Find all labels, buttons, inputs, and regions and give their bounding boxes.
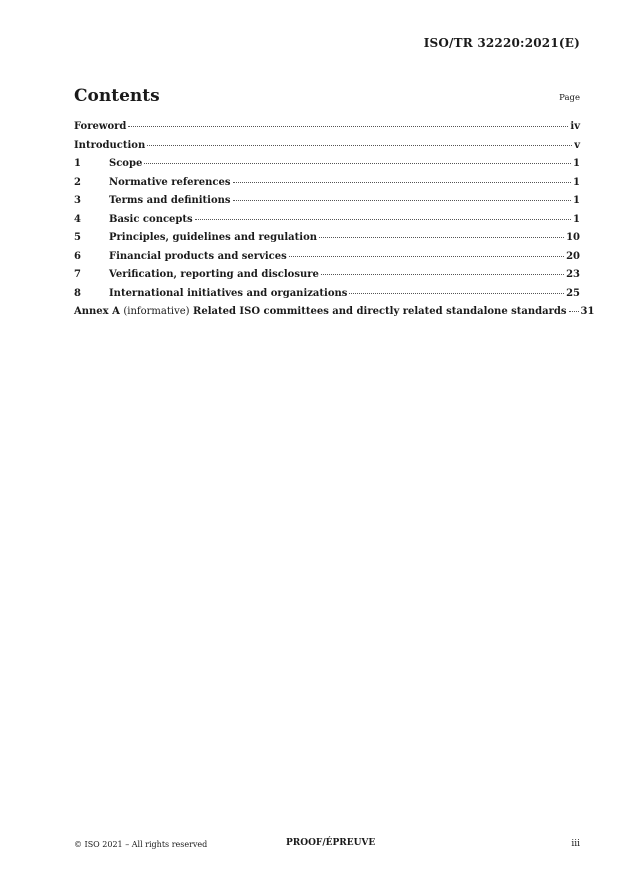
- toc-entry-foreword[interactable]: [74, 121, 580, 140]
- toc-entry-title: Terms and definitions: [109, 195, 231, 206]
- toc-entry-page: 1: [573, 158, 580, 169]
- toc-entry-page: 1: [573, 195, 580, 206]
- annex-title: Related ISO committees and directly related standalone standards: [193, 306, 567, 317]
- proof-label: PROOF/ÉPREUVE: [286, 838, 376, 848]
- toc-entry-title: Verification, reporting and disclosure: [109, 269, 319, 280]
- document-id: ISO/TR 32220:2021(E): [423, 36, 580, 50]
- dot-leader: [321, 274, 564, 275]
- annex-qualifier: (informative): [123, 306, 190, 317]
- toc-entry-scope[interactable]: [74, 158, 580, 177]
- toc-entry-number: 3: [74, 195, 81, 206]
- page-footer: [74, 838, 580, 852]
- toc-entry-normative-references[interactable]: [74, 177, 580, 196]
- toc-entry-terms-and-definitions[interactable]: [74, 195, 580, 214]
- dot-leader: [233, 182, 572, 183]
- toc-entry-title: Basic concepts: [109, 213, 193, 225]
- toc-entry-introduction[interactable]: [74, 140, 580, 159]
- toc-entry-number: 5: [74, 232, 81, 243]
- toc-entry-annex-a[interactable]: [74, 306, 595, 325]
- toc-entry-page: 10: [566, 232, 580, 243]
- toc-entry-page: iv: [570, 121, 580, 132]
- toc-entry-title: Financial products and services: [109, 250, 287, 262]
- page-column-label: Page: [559, 93, 580, 103]
- toc-entry-financial-products[interactable]: [74, 251, 580, 270]
- toc-entry-international-initiatives[interactable]: [74, 288, 580, 307]
- dot-leader: [319, 237, 564, 238]
- toc-entry-verification[interactable]: [74, 269, 580, 288]
- toc-entry-page: 23: [566, 269, 580, 280]
- annex-prefix: Annex A: [74, 306, 120, 317]
- toc-entry-page: v: [574, 139, 580, 151]
- toc-entry-title: International initiatives and organizations: [109, 287, 348, 299]
- toc-entry-basic-concepts[interactable]: [74, 214, 580, 233]
- dot-leader: [147, 145, 572, 146]
- toc-entry-number: 4: [74, 213, 81, 225]
- toc-entry-title: Normative references: [109, 176, 231, 188]
- toc-entry-title: Principles, guidelines and regulation: [109, 232, 318, 243]
- dot-leader: [349, 293, 564, 294]
- toc-entry-number: 6: [74, 250, 81, 262]
- contents-header: [74, 86, 580, 108]
- toc-entry-page: 1: [573, 213, 580, 225]
- dot-leader: [233, 200, 572, 201]
- toc-entry-page: 1: [573, 176, 580, 188]
- toc-entry-title: Introduction: [74, 139, 146, 151]
- contents-title: Contents: [74, 86, 160, 106]
- toc-entry-title: [74, 306, 567, 317]
- copyright-notice: © ISO 2021 – All rights reserved: [74, 840, 208, 849]
- toc-entry-number: 8: [74, 287, 81, 299]
- dot-leader: [144, 163, 571, 164]
- toc-entry-number: 2: [74, 176, 81, 188]
- page-number: iii: [571, 839, 580, 849]
- toc-entry-number: 7: [74, 269, 81, 280]
- dot-leader: [289, 256, 564, 257]
- toc-entry-page: 20: [566, 250, 580, 262]
- dot-leader: [128, 126, 568, 127]
- toc-entry-principles[interactable]: [74, 232, 580, 251]
- toc-entry-number: 1: [74, 158, 81, 169]
- dot-leader: [569, 311, 579, 312]
- toc-entry-page: 31: [580, 306, 595, 317]
- dot-leader: [195, 219, 571, 220]
- table-of-contents: [74, 121, 595, 325]
- toc-entry-title: Foreword: [74, 121, 127, 132]
- toc-entry-title: Scope: [109, 158, 143, 169]
- toc-entry-page: 25: [566, 287, 580, 299]
